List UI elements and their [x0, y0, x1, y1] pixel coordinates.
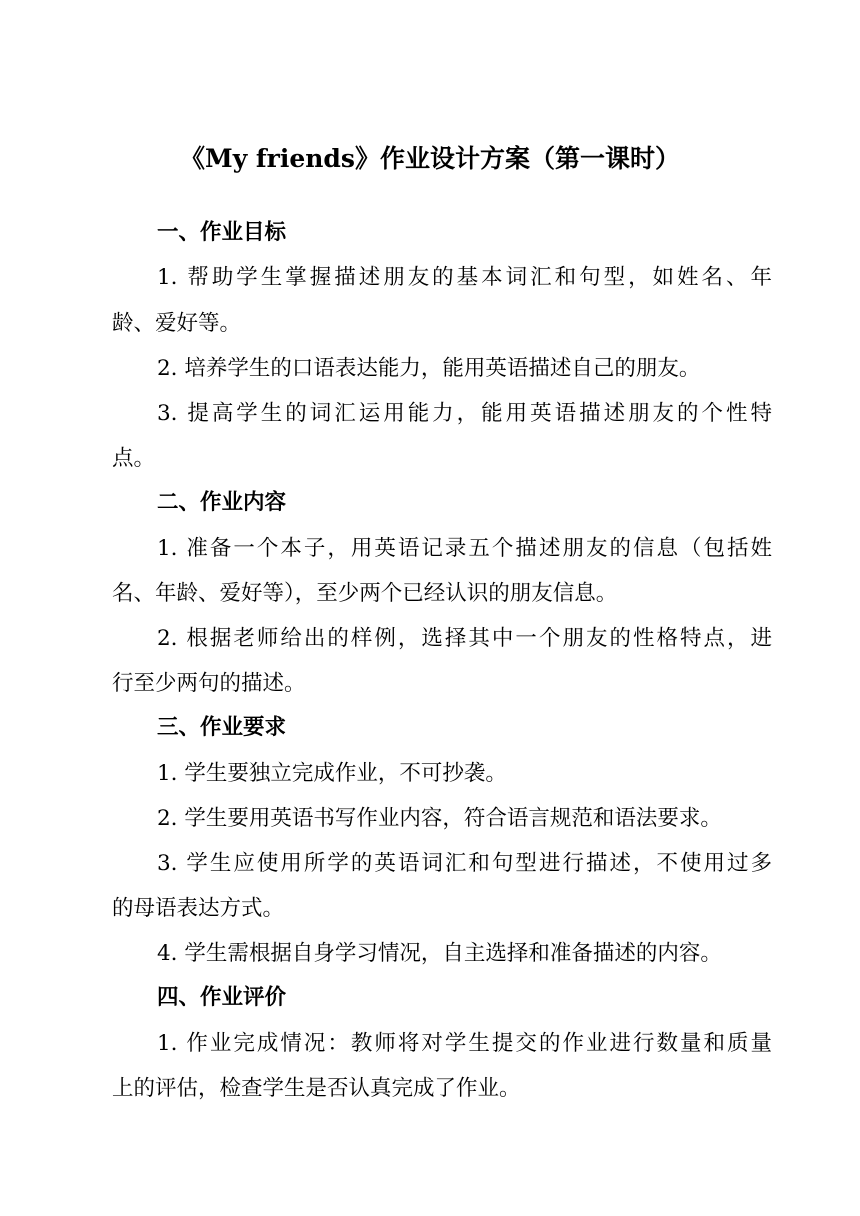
requirement-item-3-line-1: 3. 学生应使用所学的英语词汇和句型进行描述，不使用过多: [157, 851, 772, 876]
content-item-1-line-1: 1. 准备一个本子，用英语记录五个描述朋友的信息（包括姓: [157, 536, 772, 561]
section-heading-content: 二、作业内容: [157, 490, 287, 515]
evaluation-item-1-line-2: 上的评估，检查学生是否认真完成了作业。: [112, 1076, 521, 1101]
content-item-1-line-2: 名、年龄、爱好等），至少两个已经认识的朋友信息。: [112, 581, 618, 606]
content-item-2-line-1: 2. 根据老师给出的样例，选择其中一个朋友的性格特点，进: [157, 626, 772, 651]
document-title: 《My friends》作业设计方案（第一课时）: [180, 144, 680, 173]
goal-item-3-line-1: 3. 提高学生的词汇运用能力，能用英语描述朋友的个性特: [157, 401, 772, 426]
goal-item-2: 2. 培养学生的口语表达能力，能用英语描述自己的朋友。: [157, 356, 701, 381]
requirement-item-1: 1. 学生要独立完成作业，不可抄袭。: [157, 761, 507, 786]
requirement-item-4: 4. 学生需根据自身学习情况，自主选择和准备描述的内容。: [157, 941, 722, 966]
goal-item-1-line-2: 龄、爱好等。: [112, 311, 242, 336]
section-heading-evaluation: 四、作业评价: [157, 985, 287, 1010]
goal-item-1-line-1: 1. 帮助学生掌握描述朋友的基本词汇和句型，如姓名、年: [157, 265, 772, 290]
content-item-2-line-2: 行至少两句的描述。: [112, 671, 306, 696]
goal-item-3-line-2: 点。: [112, 446, 156, 471]
section-heading-requirements: 三、作业要求: [157, 715, 287, 740]
requirement-item-3-line-2: 的母语表达方式。: [112, 896, 285, 921]
evaluation-item-1-line-1: 1. 作业完成情况：教师将对学生提交的作业进行数量和质量: [157, 1031, 772, 1056]
section-heading-goals: 一、作业目标: [157, 220, 287, 245]
requirement-item-2: 2. 学生要用英语书写作业内容，符合语言规范和语法要求。: [157, 806, 722, 831]
